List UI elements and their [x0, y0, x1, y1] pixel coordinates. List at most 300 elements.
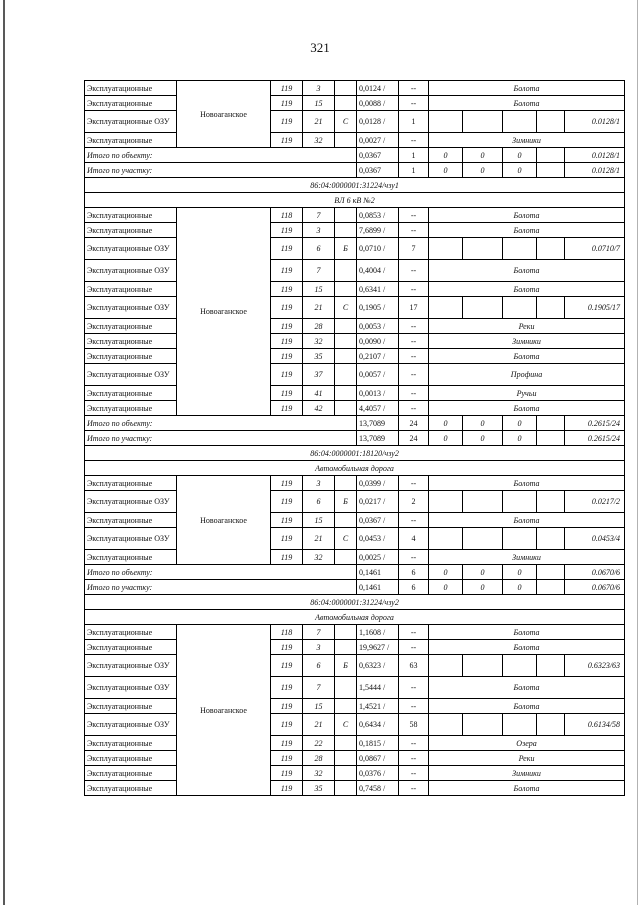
empty-cell [463, 297, 503, 319]
table-row [85, 319, 625, 334]
land-use-type: Эксплуатационные [85, 223, 177, 238]
area-separator: / [381, 753, 386, 763]
empty-cell [463, 655, 503, 677]
count-value: -- [399, 699, 429, 714]
area-separator: / [381, 98, 386, 108]
quarter-number: 119 [271, 513, 303, 528]
quarter-number: 119 [271, 714, 303, 736]
count-value: -- [399, 334, 429, 349]
area-value: 0,0124 / [357, 81, 399, 96]
land-use-type: Эксплуатационные ОЗУ [85, 364, 177, 386]
plot-number: 15 [303, 699, 335, 714]
total-area: 0,0367 [357, 163, 399, 178]
quarter-number: 119 [271, 736, 303, 751]
cadastral-number: 86:04:0000001:31224/чзу1 [85, 178, 625, 193]
land-use-type: Эксплуатационные [85, 640, 177, 655]
land-category: Болота [429, 513, 625, 528]
plot-number: 42 [303, 401, 335, 416]
land-category: Болота [429, 677, 625, 699]
area-value: 0,0367 / [357, 513, 399, 528]
area-separator: / [381, 336, 386, 346]
total-row [85, 580, 625, 595]
quarter-number: 119 [271, 386, 303, 401]
land-category: Зимники [429, 334, 625, 349]
empty-cell [537, 416, 565, 431]
count-value: -- [399, 223, 429, 238]
table-row [85, 282, 625, 297]
area-separator: / [381, 210, 386, 220]
land-use-type: Эксплуатационные [85, 476, 177, 491]
land-category: Болота [429, 96, 625, 111]
count-value: -- [399, 476, 429, 491]
area-value: 0,0013 / [357, 386, 399, 401]
quarter-number: 119 [271, 238, 303, 260]
area-value: 0,4004 / [357, 260, 399, 282]
land-use-type: Эксплуатационные [85, 781, 177, 796]
total-label: Итого по участку: [85, 431, 357, 446]
empty-cell [429, 655, 463, 677]
ozu-value: 0.6134/58 [565, 714, 625, 736]
table-row [85, 513, 625, 528]
area-separator: / [381, 768, 386, 778]
land-use-type: Эксплуатационные [85, 334, 177, 349]
table-row [85, 677, 625, 699]
total-count: 6 [399, 580, 429, 595]
table-row [85, 625, 625, 640]
total-zero: 0 [503, 565, 537, 580]
land-use-type: Эксплуатационные ОЗУ [85, 111, 177, 133]
count-value: -- [399, 781, 429, 796]
quarter-number: 119 [271, 260, 303, 282]
quarter-number: 119 [271, 766, 303, 781]
category [335, 625, 357, 640]
area-separator: / [381, 266, 386, 275]
table-row [85, 81, 625, 96]
table-row [85, 111, 625, 133]
total-zero: 0 [503, 148, 537, 163]
total-zero: 0 [503, 416, 537, 431]
category [335, 736, 357, 751]
category: Б [335, 655, 357, 677]
plot-number: 7 [303, 625, 335, 640]
total-zero: 0 [429, 565, 463, 580]
land-category: Болота [429, 349, 625, 364]
area-separator: / [381, 552, 386, 562]
empty-cell [463, 714, 503, 736]
land-use-type: Эксплуатационные [85, 625, 177, 640]
object-row [85, 193, 625, 208]
area-value: 4,4057 / [357, 401, 399, 416]
total-zero: 0 [429, 148, 463, 163]
table-row [85, 751, 625, 766]
land-use-type: Эксплуатационные [85, 401, 177, 416]
object-row [85, 461, 625, 476]
area-separator: / [381, 783, 386, 793]
land-use-type: Эксплуатационные [85, 208, 177, 223]
land-category: Болота [429, 208, 625, 223]
empty-cell [537, 580, 565, 595]
land-category: Болота [429, 625, 625, 640]
plot-number: 32 [303, 766, 335, 781]
area-separator: / [381, 244, 386, 253]
plot-number: 32 [303, 334, 335, 349]
area-separator: / [381, 284, 386, 294]
empty-cell [537, 714, 565, 736]
total-ozu: 0.0670/6 [565, 580, 625, 595]
quarter-number: 119 [271, 677, 303, 699]
empty-cell [537, 297, 565, 319]
category: С [335, 528, 357, 550]
settlement-name: Новоаганское [177, 476, 271, 565]
total-label: Итого по объекту: [85, 148, 357, 163]
table-row [85, 334, 625, 349]
quarter-number: 119 [271, 364, 303, 386]
area-value: 1,1608 / [357, 625, 399, 640]
land-category: Болота [429, 81, 625, 96]
scan-edge-left [3, 0, 5, 905]
total-count: 24 [399, 431, 429, 446]
empty-cell [463, 528, 503, 550]
category [335, 476, 357, 491]
quarter-number: 119 [271, 349, 303, 364]
area-separator: / [381, 701, 386, 711]
empty-cell [429, 528, 463, 550]
plot-number: 6 [303, 238, 335, 260]
table-row [85, 528, 625, 550]
area-separator: / [381, 738, 386, 748]
area-value: 1,4521 / [357, 699, 399, 714]
count-value: -- [399, 81, 429, 96]
cadastral-row [85, 446, 625, 461]
category [335, 260, 357, 282]
land-plot-table [84, 80, 625, 796]
total-label: Итого по объекту: [85, 565, 357, 580]
area-value: 0,0027 / [357, 133, 399, 148]
count-value: -- [399, 640, 429, 655]
total-row [85, 416, 625, 431]
total-zero: 0 [463, 431, 503, 446]
category [335, 334, 357, 349]
quarter-number: 119 [271, 655, 303, 677]
category [335, 513, 357, 528]
count-value: -- [399, 364, 429, 386]
quarter-number: 119 [271, 476, 303, 491]
quarter-number: 119 [271, 223, 303, 238]
category [335, 282, 357, 297]
quarter-number: 119 [271, 334, 303, 349]
land-category: Зимники [429, 550, 625, 565]
plot-number: 28 [303, 319, 335, 334]
area-separator: / [381, 370, 386, 379]
table-row [85, 223, 625, 238]
land-use-type: Эксплуатационные [85, 133, 177, 148]
table-row [85, 401, 625, 416]
quarter-number: 119 [271, 401, 303, 416]
total-zero: 0 [463, 148, 503, 163]
plot-number: 32 [303, 550, 335, 565]
cadastral-number: 86:04:0000001:31224/чзу2 [85, 595, 625, 610]
count-value: -- [399, 96, 429, 111]
land-category: Зимники [429, 766, 625, 781]
total-ozu: 0.0128/1 [565, 148, 625, 163]
area-value: 0,2107 / [357, 349, 399, 364]
empty-cell [537, 148, 565, 163]
table-row [85, 297, 625, 319]
land-category: Болота [429, 781, 625, 796]
category [335, 781, 357, 796]
area-separator: / [381, 388, 386, 398]
table-row [85, 238, 625, 260]
plot-number: 28 [303, 751, 335, 766]
plot-number: 7 [303, 677, 335, 699]
category: С [335, 714, 357, 736]
count-value: 63 [399, 655, 429, 677]
ozu-value: 0.0128/1 [565, 111, 625, 133]
total-zero: 0 [463, 416, 503, 431]
cadastral-row [85, 178, 625, 193]
area-value: 0,0057 / [357, 364, 399, 386]
area-value: 0,0453 / [357, 528, 399, 550]
table-row [85, 133, 625, 148]
total-zero: 0 [429, 580, 463, 595]
table-body [85, 81, 625, 796]
total-count: 1 [399, 163, 429, 178]
land-use-type: Эксплуатационные ОЗУ [85, 260, 177, 282]
quarter-number: 119 [271, 640, 303, 655]
category [335, 751, 357, 766]
land-use-type: Эксплуатационные [85, 766, 177, 781]
area-value: 0,0867 / [357, 751, 399, 766]
total-area: 13,7089 [357, 416, 399, 431]
empty-cell [537, 528, 565, 550]
area-separator: / [381, 83, 386, 93]
category: Б [335, 491, 357, 513]
area-separator: / [381, 661, 386, 670]
total-zero: 0 [429, 431, 463, 446]
area-value: 0,0217 / [357, 491, 399, 513]
total-ozu: 0.2615/24 [565, 416, 625, 431]
category: С [335, 297, 357, 319]
area-value: 0,0853 / [357, 208, 399, 223]
plot-number: 35 [303, 781, 335, 796]
cadastral-number: 86:04:0000001:18120/чзу2 [85, 446, 625, 461]
total-zero: 0 [463, 580, 503, 595]
object-name: Автомобильная дорога [85, 461, 625, 476]
plot-number: 6 [303, 655, 335, 677]
area-value: 7,6899 / [357, 223, 399, 238]
empty-cell [503, 238, 537, 260]
total-ozu: 0.2615/24 [565, 431, 625, 446]
area-value: 0,1815 / [357, 736, 399, 751]
count-value: -- [399, 677, 429, 699]
total-label: Итого по объекту: [85, 416, 357, 431]
plot-number: 35 [303, 349, 335, 364]
category [335, 96, 357, 111]
total-zero: 0 [463, 565, 503, 580]
category [335, 386, 357, 401]
plot-number: 3 [303, 640, 335, 655]
category: Б [335, 238, 357, 260]
area-separator: / [381, 135, 386, 145]
area-separator: / [381, 403, 386, 413]
quarter-number: 118 [271, 625, 303, 640]
area-value: 0,0090 / [357, 334, 399, 349]
area-value: 0,7458 / [357, 781, 399, 796]
total-zero: 0 [503, 431, 537, 446]
plot-number: 7 [303, 208, 335, 223]
area-separator: / [381, 720, 386, 729]
table-row [85, 364, 625, 386]
land-category: Профина [429, 364, 625, 386]
total-row [85, 565, 625, 580]
plot-number: 15 [303, 282, 335, 297]
land-use-type: Эксплуатационные [85, 282, 177, 297]
land-category: Ручьи [429, 386, 625, 401]
count-value: -- [399, 736, 429, 751]
plot-number: 15 [303, 96, 335, 111]
count-value: 7 [399, 238, 429, 260]
total-label: Итого по участку: [85, 580, 357, 595]
land-use-type: Эксплуатационные ОЗУ [85, 714, 177, 736]
land-use-type: Эксплуатационные ОЗУ [85, 491, 177, 513]
area-value: 0,0710 / [357, 238, 399, 260]
object-row [85, 610, 625, 625]
land-use-type: Эксплуатационные [85, 751, 177, 766]
land-category: Болота [429, 260, 625, 282]
quarter-number: 119 [271, 133, 303, 148]
empty-cell [463, 238, 503, 260]
total-row [85, 431, 625, 446]
land-use-type: Эксплуатационные [85, 513, 177, 528]
land-category: Зимники [429, 133, 625, 148]
category [335, 364, 357, 386]
count-value: -- [399, 349, 429, 364]
area-value: 0,6323 / [357, 655, 399, 677]
category [335, 640, 357, 655]
total-row [85, 148, 625, 163]
category [335, 550, 357, 565]
table-row [85, 208, 625, 223]
empty-cell [463, 111, 503, 133]
count-value: 17 [399, 297, 429, 319]
count-value: 2 [399, 491, 429, 513]
total-area: 0,1461 [357, 580, 399, 595]
plot-number: 21 [303, 111, 335, 133]
total-zero: 0 [503, 163, 537, 178]
empty-cell [429, 238, 463, 260]
quarter-number: 119 [271, 81, 303, 96]
total-ozu: 0.0128/1 [565, 163, 625, 178]
plot-number: 32 [303, 133, 335, 148]
table-row [85, 260, 625, 282]
land-use-type: Эксплуатационные ОЗУ [85, 655, 177, 677]
empty-cell [429, 111, 463, 133]
land-use-type: Эксплуатационные ОЗУ [85, 677, 177, 699]
area-separator: / [385, 642, 390, 652]
count-value: -- [399, 133, 429, 148]
total-count: 6 [399, 565, 429, 580]
quarter-number: 119 [271, 491, 303, 513]
count-value: -- [399, 513, 429, 528]
count-value: -- [399, 208, 429, 223]
land-category: Болота [429, 476, 625, 491]
count-value: -- [399, 260, 429, 282]
empty-cell [429, 714, 463, 736]
quarter-number: 118 [271, 208, 303, 223]
quarter-number: 119 [271, 96, 303, 111]
count-value: -- [399, 401, 429, 416]
ozu-value: 0.0453/4 [565, 528, 625, 550]
total-zero: 0 [463, 163, 503, 178]
ozu-value: 0.0710/7 [565, 238, 625, 260]
table-row [85, 655, 625, 677]
area-separator: / [381, 225, 386, 235]
empty-cell [463, 491, 503, 513]
land-category: Болота [429, 699, 625, 714]
area-value: 0,0025 / [357, 550, 399, 565]
settlement-name: Новоаганское [177, 625, 271, 796]
empty-cell [503, 714, 537, 736]
category [335, 677, 357, 699]
category [335, 133, 357, 148]
scan-edge-right [637, 0, 638, 905]
count-value: -- [399, 319, 429, 334]
land-use-type: Эксплуатационные ОЗУ [85, 238, 177, 260]
object-name: ВЛ 6 кВ №2 [85, 193, 625, 208]
category [335, 699, 357, 714]
total-area: 0,0367 [357, 148, 399, 163]
count-value: -- [399, 386, 429, 401]
total-row [85, 163, 625, 178]
table-row [85, 96, 625, 111]
land-use-type: Эксплуатационные [85, 736, 177, 751]
object-name: Автомобильная дорога [85, 610, 625, 625]
quarter-number: 119 [271, 528, 303, 550]
empty-cell [503, 655, 537, 677]
cadastral-row [85, 595, 625, 610]
total-area: 13,7089 [357, 431, 399, 446]
quarter-number: 119 [271, 282, 303, 297]
empty-cell [503, 528, 537, 550]
empty-cell [537, 565, 565, 580]
total-area: 0,1461 [357, 565, 399, 580]
quarter-number: 119 [271, 699, 303, 714]
total-count: 24 [399, 416, 429, 431]
area-value: 0,1905 / [357, 297, 399, 319]
count-value: 58 [399, 714, 429, 736]
land-category: Реки [429, 319, 625, 334]
land-use-type: Эксплуатационные [85, 96, 177, 111]
count-value: -- [399, 751, 429, 766]
table-row [85, 349, 625, 364]
table-row [85, 476, 625, 491]
table-row [85, 491, 625, 513]
land-use-type: Эксплуатационные ОЗУ [85, 528, 177, 550]
ozu-value: 0.0217/2 [565, 491, 625, 513]
land-use-type: Эксплуатационные [85, 319, 177, 334]
empty-cell [537, 655, 565, 677]
empty-cell [429, 297, 463, 319]
empty-cell [537, 431, 565, 446]
ozu-value: 0.1905/17 [565, 297, 625, 319]
category [335, 223, 357, 238]
plot-number: 21 [303, 297, 335, 319]
area-value: 19,9627 / [357, 640, 399, 655]
area-separator: / [381, 303, 386, 312]
table-row [85, 714, 625, 736]
land-category: Озера [429, 736, 625, 751]
area-value: 0,0376 / [357, 766, 399, 781]
